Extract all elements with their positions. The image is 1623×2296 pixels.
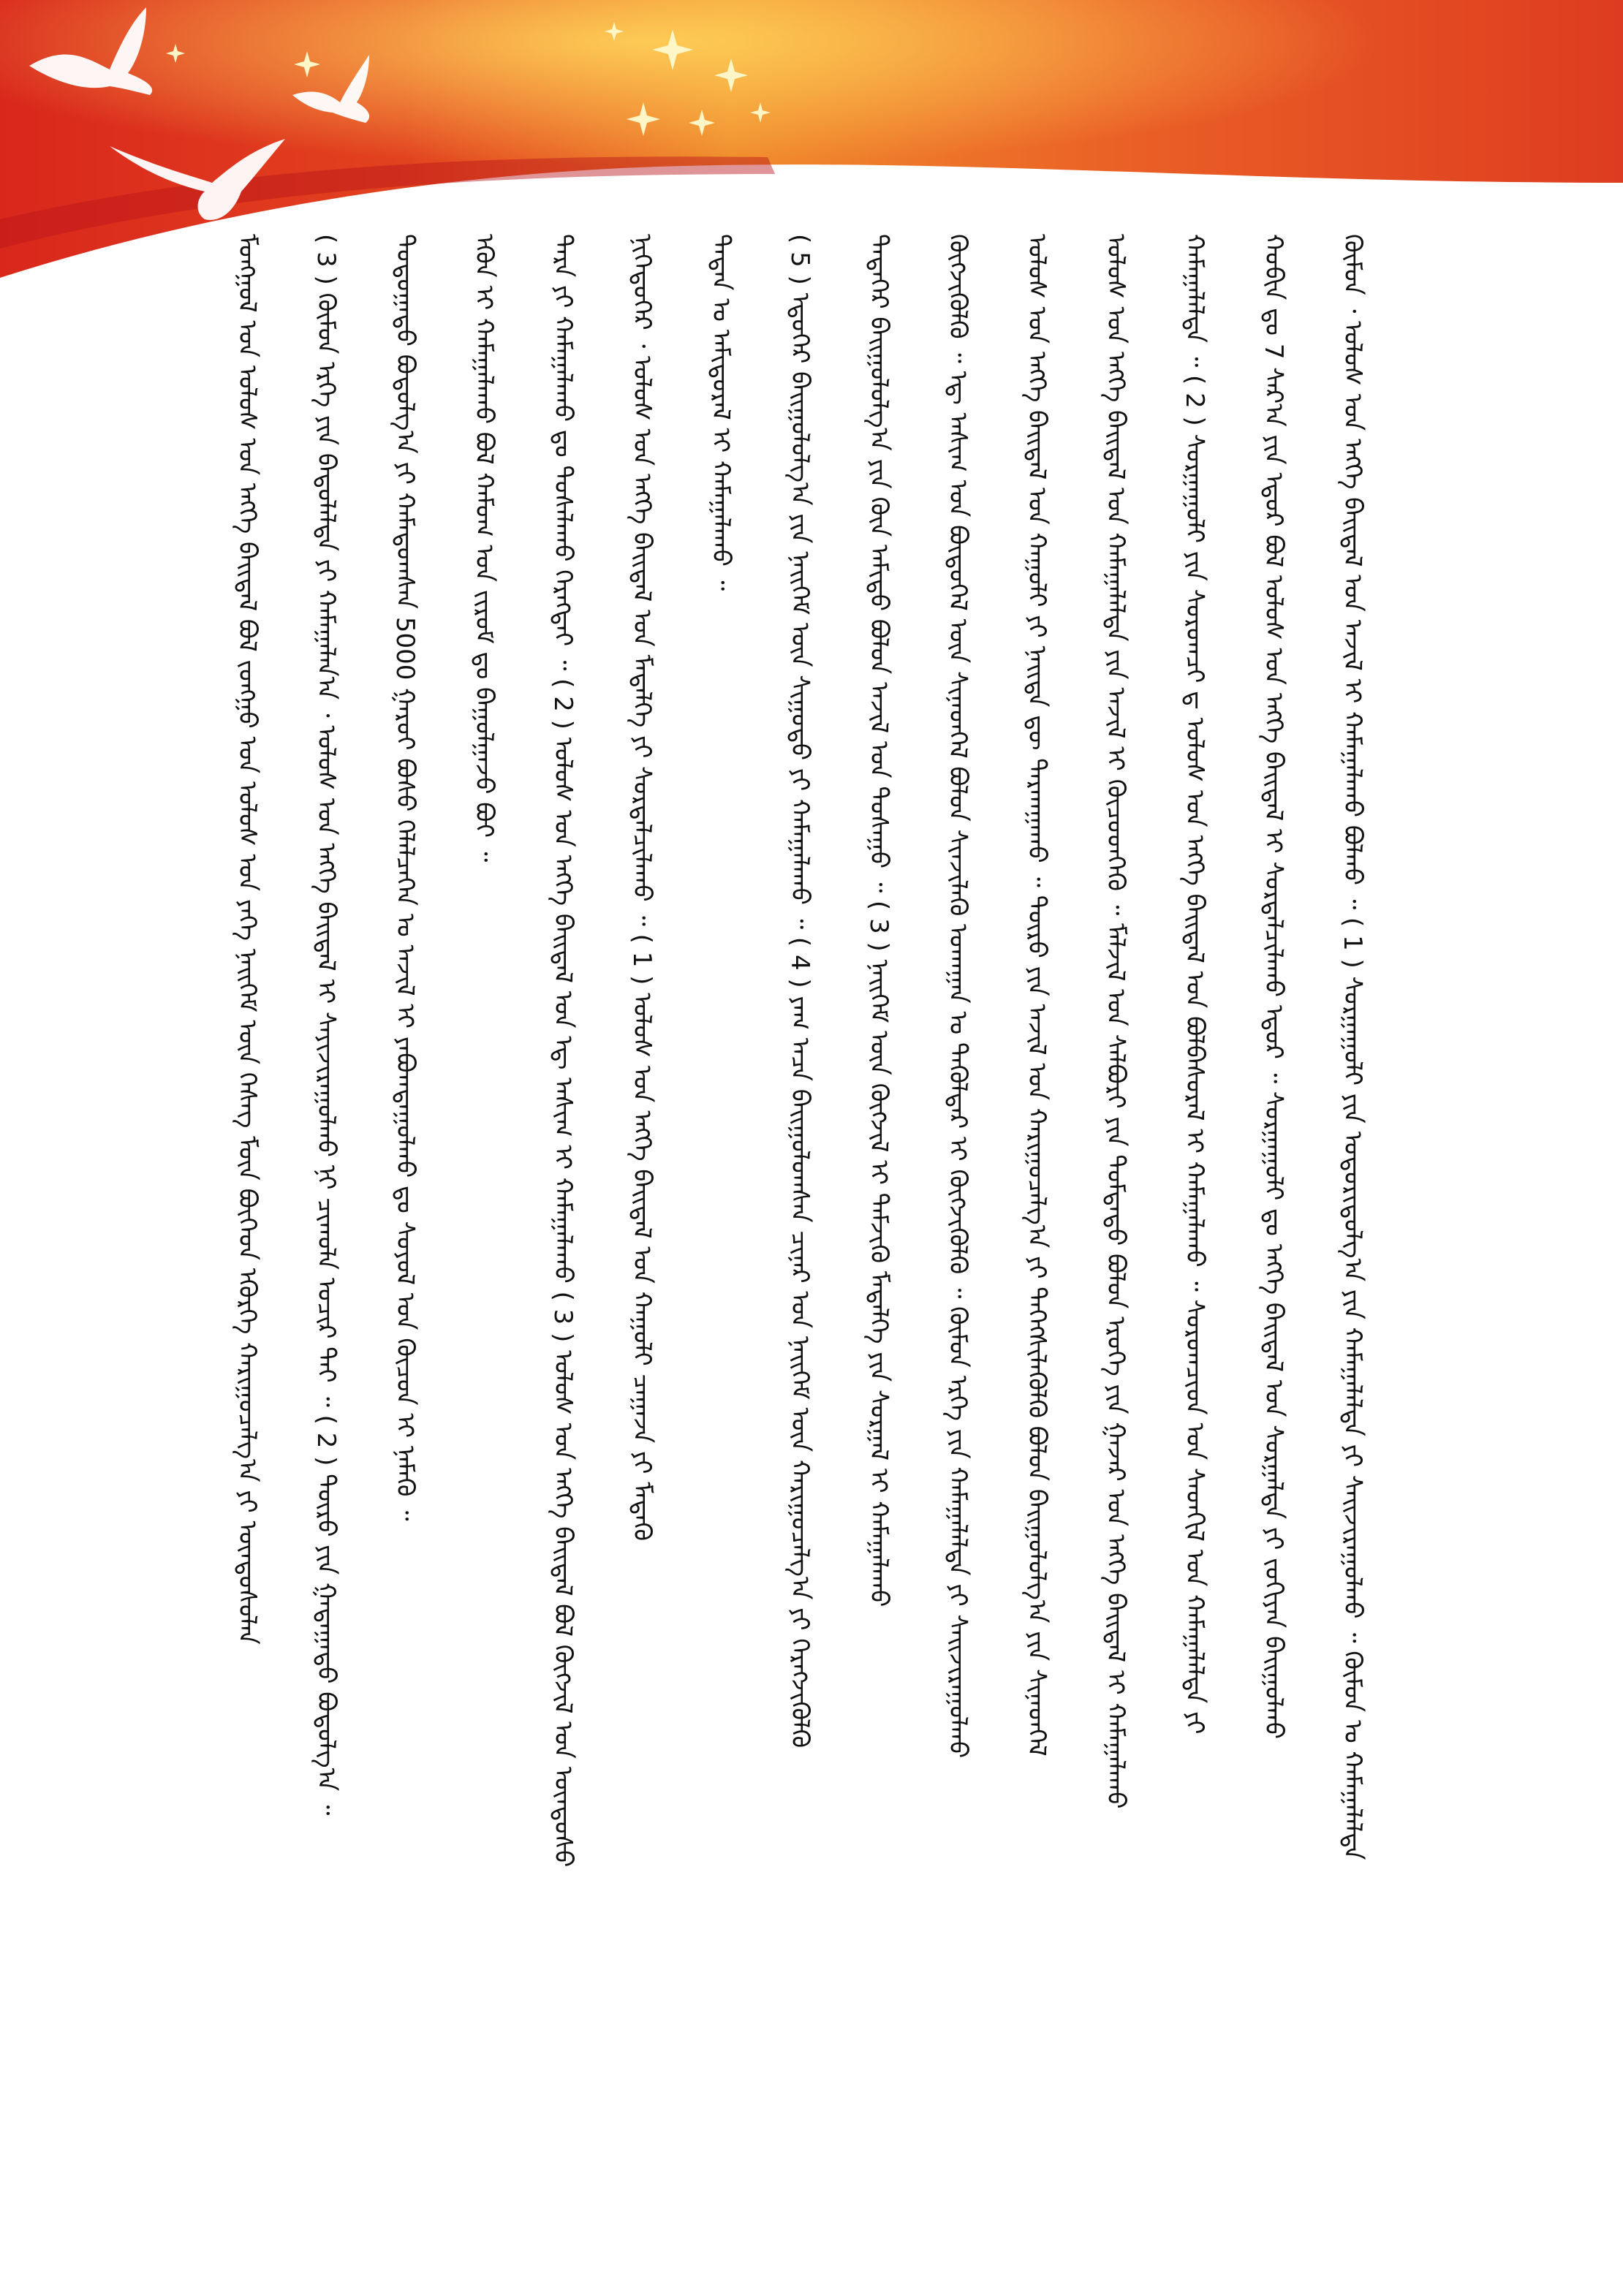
text-column: ( 3 ) ᠬᠦᠮᠦᠨ ᠡᠷᠬᠡ ᠶᠢᠨ ᠪᠠᠲᠤᠯᠠᠯᠲᠠ ᠶᠢ ᠬᠠᠮᠠᠭᠠᠯᠠᠨ᠎ᠠ ᠂ ᠤᠯᠤᠰ ᠤᠨ ᠡᠩᠭᠡ ᠪᠠᠢᠳᠠᠯ ᠢ ᠰᠠᠶᠢᠵᠢᠷᠠᠭᠤᠯᠬᠤ ᠨᠢ ᠴᠢᠬᠤᠯᠠ ᠤᠴᠢᠷ ᠲᠠᠢ ᠃ ( 2 ) ᠲᠥᠷᠥ ᠶᠢᠨ ᠭᠠᠳᠠᠭᠠᠳᠤ ᠪᠣᠳᠣᠯᠭ᠎ᠠ ᠃ (311, 234, 341, 1816)
text-column: ᠮᠣᠩᠭᠣᠯ ᠤᠨ ᠤᠯᠤᠰ ᠤᠨ ᠡᠩᠭᠡ ᠪᠠᠢᠳᠠᠯ ᠪᠣᠯ ᠵᠣᠩᠭᠣ ᠤᠨ ᠤᠯᠤᠰ ᠤᠨ ᠶᠡᠬᠡ ᠨᠡᠢᠭᠡᠮ ᠦᠨ ᠬᠡᠰᠡᠭ ᠮᠥᠨ ᠪᠥᠭᠡᠳ ᠡᠭᠦᠷᠭᠡ ᠬᠠᠷᠢᠭᠤᠴᠠᠯᠭ᠎ᠠ ᠶᠢ ᠦᠨᠳᠦᠰᠦᠯᠡᠨ (232, 234, 262, 1645)
text-column: ᠲᠡᠳᠡᠭᠡᠷ ᠪᠠᠢᠭᠤᠯᠤᠯᠭ᠎ᠠ ᠶᠢᠨ ᠬᠦᠨ ᠠᠮᠢᠳᠤ ᠪᠣᠯᠤᠨ ᠠᠵᠢᠯ ᠤᠨ ᠲᠤᠰᠠᠭᠤ ᠃ ( 3 ) ᠨᠡᠢᠭᠡᠮ ᠦᠨ ᠬᠥᠭᠵᠢᠯ ᠢ ᠳᠡᠮᠵᠢᠬᠦ ᠮᠡᠳᠡᠯᠭᠡ ᠶᠢᠨ ᠰᠤᠷᠭᠠᠯ ᠢ ᠬᠠᠮᠠᠭᠠᠯᠠᠬᠤ (864, 234, 893, 1607)
text-column: ᠤᠯᠤᠰ ᠤᠨ ᠡᠩᠭᠡ ᠪᠠᠢᠳᠠᠯ ᠤᠨ ᠬᠠᠭᠤᠯᠢ ᠶᠢ ᠨᠡᠢᠲᠡ ᠳᠦ ᠲᠠᠷᠬᠠᠭᠠᠬᠤ ᠃ ᠲᠥᠷᠥ ᠶᠢᠨ ᠠᠵᠢᠯ ᠤᠨ ᠬᠠᠷᠢᠭᠤᠴᠠᠯᠭ᠎ᠠ ᠶᠢ ᠳᠡᠭᠡᠭᠰᠢᠯᠡᠭᠦᠯᠬᠦ ᠪᠣᠯᠤᠨ ᠪᠠᠢᠭᠤᠯᠤᠯᠭ᠎ᠠ ᠶᠢᠨ ᠰᠢᠨᠡᠳᠬᠡᠯ (1022, 234, 1051, 1757)
text-column: ( 5 ) ᠡᠳᠦᠭᠡᠷ ᠪᠠᠢᠭᠤᠯᠤᠯᠭ᠎ᠠ ᠶᠢᠨ ᠨᠡᠢᠭᠡᠮ ᠦᠨ ᠰᠢᠭ᠋ᠤᠳᠤ ᠶᠢ ᠬᠠᠮᠠᠭᠠᠯᠠᠬᠤ ᠃ ( 4 ) ᠶᠠᠭ ᠠᠴᠠ ᠪᠠᠢᠭᠤᠯᠤᠭᠰᠠᠨ ᠴᠢᠨᠠᠷ ᠤᠨ ᠨᠡᠢᠭᠡᠮ ᠦᠨ ᠬᠠᠷᠢᠭᠤᠴᠠᠯᠭ᠎ᠠ ᠶᠢ ᠬᠡᠷᠡᠭᠵᠢᠭᠦᠯᠬᠦ (785, 234, 814, 1748)
text-column: ᠬᠠᠮᠠᠭᠠᠯᠠᠯᠲᠠ ᠃ ( 2 ) ᠰᠤᠷᠭᠠᠭᠤᠯᠢ ᠶᠢᠨ ᠰᠤᠷᠤᠭᠴᠢ ᠳ ᠤᠯᠤᠰ ᠤᠨ ᠡᠩᠭᠡ ᠪᠠᠢᠳᠠᠯ ᠤᠨ ᠪᠣᠯᠪᠠᠰᠤᠷᠠᠯ ᠢ ᠬᠠᠮᠠᠭᠠᠯᠠᠬᠤ ᠃ ᠰᠤᠷᠤᠭᠴᠢᠳ ᠤᠨ ᠰᠡᠳᠬᠢᠯ ᠤᠨ ᠬᠠᠮᠠᠭᠠᠯᠠᠯᠲᠠ ᠶᠢ (1180, 234, 1209, 1735)
text-column: ᠬᠤᠪᠢᠨ ᠳᠤ 7 ᠰᠠᠷ᠎ᠠ ᠶᠢᠨ ᠡᠳᠦᠷ ᠪᠣᠯ ᠤᠯᠤᠰ ᠤᠨ ᠡᠩᠭᠡ ᠪᠠᠢᠳᠠᠯ ᠢ ᠰᠤᠷᠲᠠᠯᠴᠢᠯᠠᠬᠤ ᠡᠳᠦᠷ ᠃ ᠰᠤᠷᠭᠠᠭᠤᠯᠢ ᠳᠤ ᠡᠩᠭᠡ ᠪᠠᠢᠳᠠᠯ ᠤᠨ ᠰᠤᠷᠭᠠᠯᠲᠠ ᠶᠢ ᠵᠤᠬᠢᠶᠠᠨ ᠪᠠᠢᠭᠤᠯᠬᠤ (1259, 234, 1288, 1740)
text-column: ᠲᠡᠳᠡᠨ ᠤ ᠠᠮᠢᠳᠤᠷᠠᠯ ᠢ ᠬᠠᠮᠠᠭᠠᠯᠠᠬᠤ ᠃ (706, 234, 735, 591)
text-column: ᠨᠢᠭᠡᠳᠦᠭᠡᠷ ᠂ ᠤᠯᠤᠰ ᠤᠨ ᠡᠩᠭᠡ ᠪᠠᠢᠳᠠᠯ ᠤᠨ ᠮᠡᠳᠡᠯᠭᠡ ᠶᠢ ᠰᠤᠷᠲᠠᠯᠴᠢᠯᠠᠬᠤ ᠃ ( 1 ) ᠤᠯᠤᠰ ᠤᠨ ᠡᠩᠭᠡ ᠪᠠᠢᠳᠠᠯ ᠤᠨ ᠬᠠᠭᠤᠯᠢ ᠴᠠᠭᠠᠵᠠ ᠶᠢ ᠮᠡᠳᠡᠬᠦ (627, 234, 657, 1541)
text-column: ᠬᠦᠮᠦᠨ ᠂ ᠤᠯᠤᠰ ᠤᠨ ᠡᠩᠭᠡ ᠪᠠᠢᠳᠠᠯ ᠤᠨ ᠠᠵᠢᠯ ᠢ ᠬᠠᠮᠠᠭᠠᠯᠠᠬᠤ ᠪᠣᠯᠬᠤ ᠃ ( 1 ) ᠰᠤᠷᠭᠠᠭᠤᠯᠢ ᠶᠢᠨ ᠤᠳᠤᠷᠢᠳᠤᠯᠭ᠎ᠠ ᠶᠢᠨ ᠬᠠᠮᠠᠭᠠᠯᠠᠯᠲᠠ ᠶᠢ ᠰᠠᠢᠵᠢᠷᠠᠭᠤᠯᠬᠤ ᠃ ᠬᠦᠮᠦᠨ ᠤ ᠬᠠᠮᠠᠭᠠᠯᠠᠯᠲᠠ (1338, 234, 1367, 1860)
document-body (227, 234, 1440, 2061)
text-column: ᠡᠭᠦᠨ ᠢ ᠬᠠᠮᠠᠭᠠᠯᠠᠬᠤ ᠪᠣᠯ ᠬᠠᠮᠤᠭ ᠤᠨ ᠵᠢᠷᠤᠮ ᠳᠤ ᠪᠠᠭᠤᠯᠭᠠᠵᠤ ᠪᠣᠢ ᠃ (469, 234, 499, 863)
text-column: ᠤᠯᠤᠰ ᠤᠨ ᠡᠩᠭᠡ ᠪᠠᠢᠳᠠᠯ ᠤᠨ ᠬᠠᠮᠠᠭᠠᠯᠠᠯᠲᠠ ᠶᠢᠨ ᠠᠵᠢᠯ ᠢ ᠬᠦᠴᠦᠳᠬᠡᠬᠦ ᠃ ᠮᠠᠯᠵᠢᠯ ᠤᠨ ᠰᠠᠯᠪᠤᠷᠢ ᠶᠢᠨ ᠳᠤᠮᠳᠠᠳᠤ ᠪᠣᠯᠤᠨ ᠡᠷᠦᠬᠡ ᠶᠢᠨ ᠭᠠᠵᠠᠷ ᠤᠨ ᠡᠩᠭᠡ ᠪᠠᠢᠳᠠᠯ ᠢ ᠬᠠᠮᠠᠭᠠᠯᠠᠬᠤ (1101, 234, 1130, 1809)
text-column: ᠳᠣᠲᠣᠭᠠᠳᠤ ᠪᠣᠳᠣᠯᠭ᠎ᠠ ᠶᠢ ᠬᠠᠮᠠᠳᠤᠭᠰᠠᠨ 5000 ᠭᠠᠷᠤᠢ ᠪᠤᠰᠤ ᠬᠡᠯᠡᠯᠴᠡᠭᠡᠨ ᠤ ᠠᠵᠢᠯ ᠢ ᠶᠠᠪᠤᠭᠳᠠᠭᠤᠯᠬᠤ ᠳᠤ ᠰᠣᠶᠣᠯ ᠤᠨ ᠬᠦᠴᠦᠨ ᠢ ᠨᠡᠮᠡᠬᠦ ᠃ (390, 234, 420, 1521)
text-column: ᠲᠡᠷᠡ ᠶᠢ ᠬᠠᠮᠠᠭᠠᠯᠠᠬᠤ ᠳᠣ ᠲᠤᠰᠠᠯᠠᠬᠤ ᠬᠡᠷᠡᠭᠲᠡᠢ ᠃ ( 2 ) ᠤᠯᠤᠰ ᠤᠨ ᠡᠩᠭᠡ ᠪᠠᠢᠳᠠᠯ ᠤᠨ ᠡᠳ᠋ ᠠᠰᠢᠭ ᠢ ᠬᠠᠮᠠᠭᠠᠯᠠᠬᠤ ( 3 ) ᠤᠯᠤᠰ ᠤᠨ ᠡᠩᠭᠡ ᠪᠠᠢᠳᠠᠯ ᠪᠣᠯ ᠬᠥᠭᠵᠢᠯ ᠤᠨ ᠦᠨᠳᠦᠰᠦ (548, 234, 578, 1868)
text-column: ᠬᠥᠭᠵᠢᠭᠦᠯᠬᠦ ᠃ ᠡᠳ᠋ ᠠᠰᠢᠭ ᠤᠨ ᠪᠦᠲᠦᠭᠡᠯ ᠦᠨ ᠰᠢᠨᠡᠳᠬᠡᠯ ᠪᠣᠯᠤᠨ ᠰᠢᠨᠵᠢᠯᠡᠬᠦ ᠤᠬᠠᠭᠠᠨ ᠤ ᠲᠡᠭᠦᠯᠳᠡᠷ ᠢ ᠬᠥᠭᠵᠢᠭᠦᠯᠬᠦ ᠃ ᠬᠦᠮᠦᠨ ᠡᠷᠬᠡ ᠶᠢᠨ ᠬᠠᠮᠠᠭᠠᠯᠠᠯᠲᠠ ᠶᠢ ᠰᠠᠢᠵᠢᠷᠠᠭᠤᠯᠬᠤ (943, 234, 972, 1759)
